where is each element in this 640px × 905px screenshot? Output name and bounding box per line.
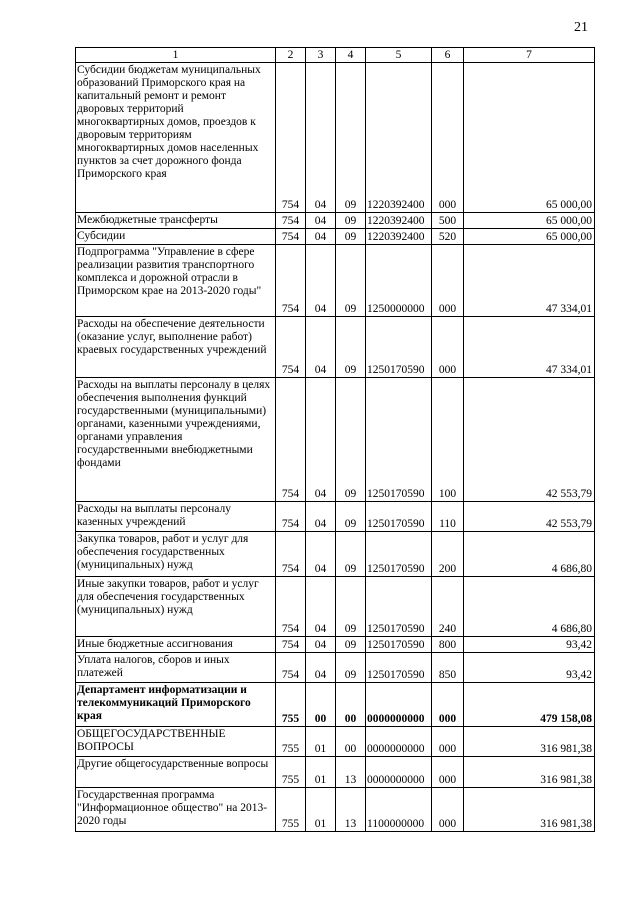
table-row: [76, 502, 595, 532]
table-row: [76, 213, 595, 229]
expense-type-code: 000: [432, 245, 464, 317]
table-row: [76, 683, 595, 727]
ministry-code: 755: [276, 727, 306, 757]
subsection-code: 09: [336, 577, 366, 637]
section-code: 01: [306, 727, 336, 757]
amount: 479 158,08: [464, 683, 595, 727]
header-cell: 4: [336, 48, 366, 63]
row-name: Расходы на выплаты персоналу казенных учреждений: [76, 502, 276, 532]
row-name: Департамент информатизации и телекоммуникаций Приморского края: [76, 683, 276, 727]
subsection-code: 09: [336, 245, 366, 317]
section-code: 01: [306, 788, 336, 832]
header-cell: 1: [76, 48, 276, 63]
table-row: [76, 532, 595, 577]
row-name: Государственная программа "Информационное общество" на 2013-2020 годы: [76, 788, 276, 832]
subsection-code: 09: [336, 532, 366, 577]
ministry-code: 755: [276, 788, 306, 832]
ministry-code: 754: [276, 532, 306, 577]
subsection-code: 09: [336, 653, 366, 683]
row-name: Другие общегосударственные вопросы: [76, 757, 276, 788]
subsection-code: 09: [336, 317, 366, 378]
expense-type-code: 000: [432, 757, 464, 788]
header-cell: 5: [366, 48, 432, 63]
row-name: Иные закупки товаров, работ и услуг для обеспечения государственных (муниципальных) нужд: [76, 577, 276, 637]
expense-type-code: 520: [432, 229, 464, 245]
expense-type-code: 000: [432, 727, 464, 757]
table-row: [76, 317, 595, 378]
table-row: [76, 63, 595, 213]
row-name: Субсидии: [76, 229, 276, 245]
subsection-code: 09: [336, 213, 366, 229]
expense-type-code: 000: [432, 317, 464, 378]
amount: 47 334,01: [464, 245, 595, 317]
amount: 65 000,00: [464, 63, 595, 213]
table-row: [76, 653, 595, 683]
subsection-code: 09: [336, 637, 366, 653]
subsection-code: 09: [336, 63, 366, 213]
expense-type-code: 200: [432, 532, 464, 577]
target-article-code: 1100000000: [366, 788, 432, 832]
ministry-code: 754: [276, 637, 306, 653]
amount: 4 686,80: [464, 532, 595, 577]
subsection-code: 09: [336, 378, 366, 502]
target-article-code: 0000000000: [366, 727, 432, 757]
target-article-code: 0000000000: [366, 757, 432, 788]
section-code: 04: [306, 213, 336, 229]
subsection-code: 00: [336, 683, 366, 727]
expense-type-code: 800: [432, 637, 464, 653]
subsection-code: 09: [336, 229, 366, 245]
ministry-code: 754: [276, 502, 306, 532]
section-code: 04: [306, 577, 336, 637]
expense-type-code: 240: [432, 577, 464, 637]
target-article-code: 1250170590: [366, 532, 432, 577]
amount: 316 981,38: [464, 727, 595, 757]
target-article-code: 1220392400: [366, 63, 432, 213]
ministry-code: 754: [276, 378, 306, 502]
table-row: [76, 229, 595, 245]
section-code: 00: [306, 683, 336, 727]
ministry-code: 754: [276, 63, 306, 213]
target-article-code: 0000000000: [366, 683, 432, 727]
table-row: [76, 378, 595, 502]
expense-type-code: 000: [432, 683, 464, 727]
table-row: [76, 245, 595, 317]
row-name: Иные бюджетные ассигнования: [76, 637, 276, 653]
row-name: Субсидии бюджетам муниципальных образований Приморского края на капитальный ремонт и ремонт дворовых территорий многоквартирных домов, проездов к дворовым территориям многоквартирных домов населенных пунктов за счет дорожного фонда Приморского края: [76, 63, 276, 213]
expense-type-code: 850: [432, 653, 464, 683]
amount: 93,42: [464, 653, 595, 683]
section-code: 01: [306, 757, 336, 788]
header-cell: 2: [276, 48, 306, 63]
section-code: 04: [306, 317, 336, 378]
section-code: 04: [306, 653, 336, 683]
ministry-code: 754: [276, 317, 306, 378]
subsection-code: 00: [336, 727, 366, 757]
target-article-code: 1250170590: [366, 577, 432, 637]
expense-type-code: 110: [432, 502, 464, 532]
expense-type-code: 000: [432, 788, 464, 832]
ministry-code: 754: [276, 213, 306, 229]
target-article-code: 1250170590: [366, 378, 432, 502]
section-code: 04: [306, 502, 336, 532]
table-row: [76, 577, 595, 637]
ministry-code: 754: [276, 653, 306, 683]
target-article-code: 1250170590: [366, 653, 432, 683]
subsection-code: 13: [336, 788, 366, 832]
row-name: Подпрограмма "Управление в сфере реализации развития транспортного комплекса и дорожной отрасли в Приморском крае на 2013-2020 годы": [76, 245, 276, 317]
section-code: 04: [306, 63, 336, 213]
table-header-row: [76, 48, 595, 63]
row-name: Расходы на обеспечение деятельности (оказание услуг, выполнение работ) краевых государственных учреждений: [76, 317, 276, 378]
row-name: Закупка товаров, работ и услуг для обеспечения государственных (муниципальных) нужд: [76, 532, 276, 577]
row-name: ОБЩЕГОСУДАРСТВЕННЫЕ ВОПРОСЫ: [76, 727, 276, 757]
target-article-code: 1220392400: [366, 229, 432, 245]
ministry-code: 754: [276, 245, 306, 317]
target-article-code: 1220392400: [366, 213, 432, 229]
section-code: 04: [306, 637, 336, 653]
amount: 65 000,00: [464, 229, 595, 245]
budget-table: [75, 47, 595, 832]
amount: 42 553,79: [464, 378, 595, 502]
header-cell: 6: [432, 48, 464, 63]
expense-type-code: 000: [432, 63, 464, 213]
amount: 93,42: [464, 637, 595, 653]
amount: 316 981,38: [464, 788, 595, 832]
amount: 42 553,79: [464, 502, 595, 532]
subsection-code: 13: [336, 757, 366, 788]
table-row: [76, 788, 595, 832]
target-article-code: 1250170590: [366, 502, 432, 532]
table-row: [76, 727, 595, 757]
row-name: Расходы на выплаты персоналу в целях обеспечения выполнения функций государственными (муниципальными) органами, казенными учреждениями, органами управления государственными внебюджетными фондами: [76, 378, 276, 502]
row-name: Уплата налогов, сборов и иных платежей: [76, 653, 276, 683]
amount: 4 686,80: [464, 577, 595, 637]
amount: 65 000,00: [464, 213, 595, 229]
target-article-code: 1250170590: [366, 317, 432, 378]
ministry-code: 754: [276, 229, 306, 245]
page-number: 21: [574, 20, 588, 35]
expense-type-code: 100: [432, 378, 464, 502]
table-row: [76, 757, 595, 788]
section-code: 04: [306, 245, 336, 317]
amount: 316 981,38: [464, 757, 595, 788]
amount: 47 334,01: [464, 317, 595, 378]
row-name: Межбюджетные трансферты: [76, 213, 276, 229]
section-code: 04: [306, 229, 336, 245]
ministry-code: 755: [276, 757, 306, 788]
expense-type-code: 500: [432, 213, 464, 229]
subsection-code: 09: [336, 502, 366, 532]
ministry-code: 755: [276, 683, 306, 727]
section-code: 04: [306, 532, 336, 577]
section-code: 04: [306, 378, 336, 502]
header-cell: 7: [464, 48, 595, 63]
target-article-code: 1250000000: [366, 245, 432, 317]
ministry-code: 754: [276, 577, 306, 637]
table-row: [76, 637, 595, 653]
target-article-code: 1250170590: [366, 637, 432, 653]
header-cell: 3: [306, 48, 336, 63]
